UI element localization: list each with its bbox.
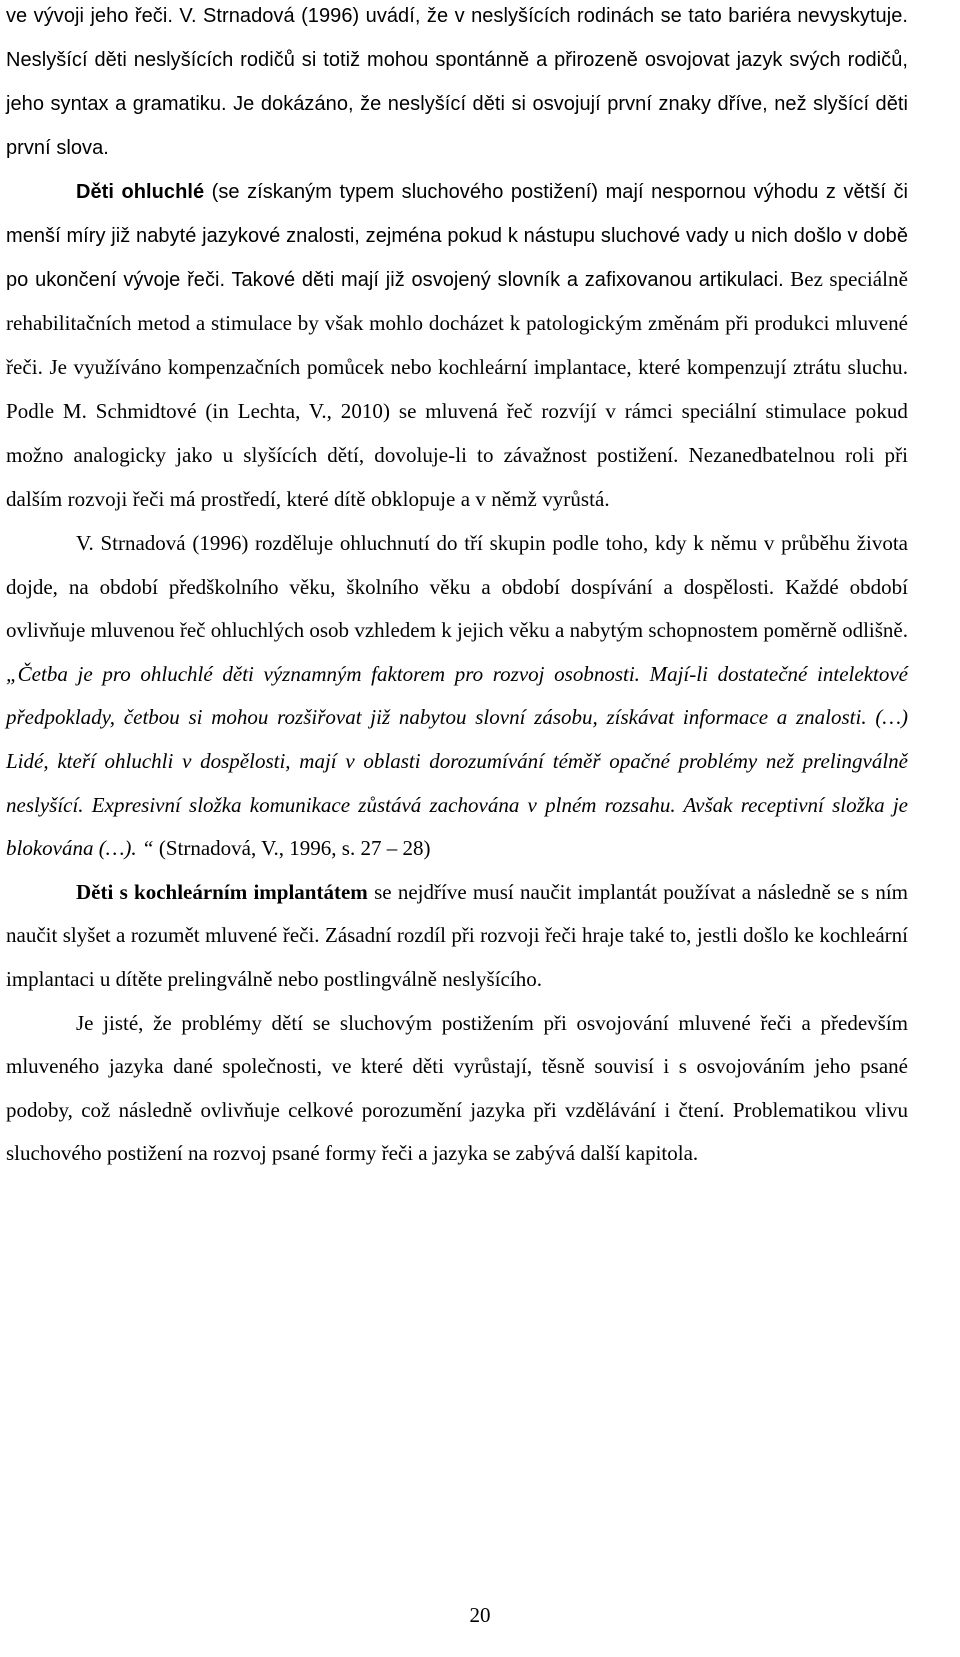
term-cochlear-implant-children: Děti s kochleárním implantátem (76, 879, 368, 904)
quotation: „Četba je pro ohluchlé děti významným faktorem pro rozvoj osobnosti. Mají-li dostatečné intelektové předpoklady, četbou si mohou rozšiřovat již nabytou slovní zásobu, získávat informace a znalosti. (…) Lidé, kteří ohluchli v dospělosti, mají v oblasti dorozumívání téměř opačné problémy než prelingválně neslyšící. Expresivní složka komunikace zůstává zachována v plném rozsahu. Avšak receptivní složka je blokována (…). “ (6, 661, 908, 861)
page-number: 20 (469, 1603, 491, 1627)
paragraph-text: se nejdříve musí naučit implantát používat a následně se s ním naučit slyšet a rozumět mluvené řeči. Zásadní rozdíl při rozvoji řeči hraje také to, jestli došlo ke kochleární implantaci u dítěte prelingválně nebo postlingválně neslyšícího. (6, 879, 908, 991)
paragraph-text: Je jisté, že problémy dětí se sluchovým postižením při osvojování mluvené řeči a především mluveného jazyka dané společnosti, ve které děti vyrůstají, těsně souvisí i s osvojováním jeho psané podoby, což následně ovlivňuje celkové porozumění jazyka při vzdělávání i čtení. Problematikou vlivu sluchového postižení na rozvoj psané formy řeči a jazyka se zabývá další kapitola. (6, 1010, 908, 1166)
citation: (Strnadová, V., 1996, s. 27 – 28) (153, 836, 431, 861)
paragraph-text: V. Strnadová (1996) rozděluje ohluchnutí do tří skupin podle toho, kdy k němu v průběhu života dojde, na období předškolního věku, školního věku a období dospívání a dospělosti. Každé období ovlivňuje mluvenou řeč ohluchlých osob vzhledem k jejich věku a nabytým schopnostem poměrně odlišně. (6, 531, 908, 643)
paragraph-conclusion (6, 1002, 908, 1176)
paragraph-cochlear-implant (6, 871, 908, 1002)
paragraph-deafened-children (6, 170, 908, 522)
paragraph-text: ve vývoji jeho řeči. V. Strnadová (1996) uvádí, že v neslyšících rodinách se tato bariéra nevyskytuje. Neslyšící děti neslyšících rodičů si totiž mohou spontánně a přirozeně osvojovat jazyk svých rodičů, jeho syntax a gramatiku. Je dokázáno, že neslyšící děti si osvojují první znaky dříve, než slyšící děti první slova. (6, 5, 908, 159)
paragraph-deaf-families (6, 0, 908, 170)
term-deafened-children: Děti ohluchlé (76, 181, 205, 203)
paragraph-text: (se získaným typem sluchového postižení) mají nespornou výhodu z větší či menší míry již nabyté jazykové znalosti, zejména pokud k nástupu sluchové vady u nich došlo v době po ukončení vývoje řeči. Takové děti mají již osvojený slovník a zafixovanou artikulaci. (6, 181, 908, 291)
paragraph-strnadova-groups (6, 522, 908, 871)
paragraph-text-serif: Bez speciálně rehabilitačních metod a stimulace by však mohlo docházet k patologickým změnám při produkci mluvené řeči. Je využíváno kompenzačních pomůcek nebo kochleární implantace, které kompenzují ztrátu sluchu. Podle M. Schmidtové (in Lechta, V., 2010) se mluvená řeč rozvíjí v rámci speciální stimulace pokud možno analogicky jako u slyšících dětí, dovoluje-li to závažnost postižení. Nezanedbatelnou roli při dalším rozvoji řeči má prostředí, které dítě obklopuje a v němž vyrůstá. (6, 267, 908, 511)
document-page (6, 0, 908, 1176)
